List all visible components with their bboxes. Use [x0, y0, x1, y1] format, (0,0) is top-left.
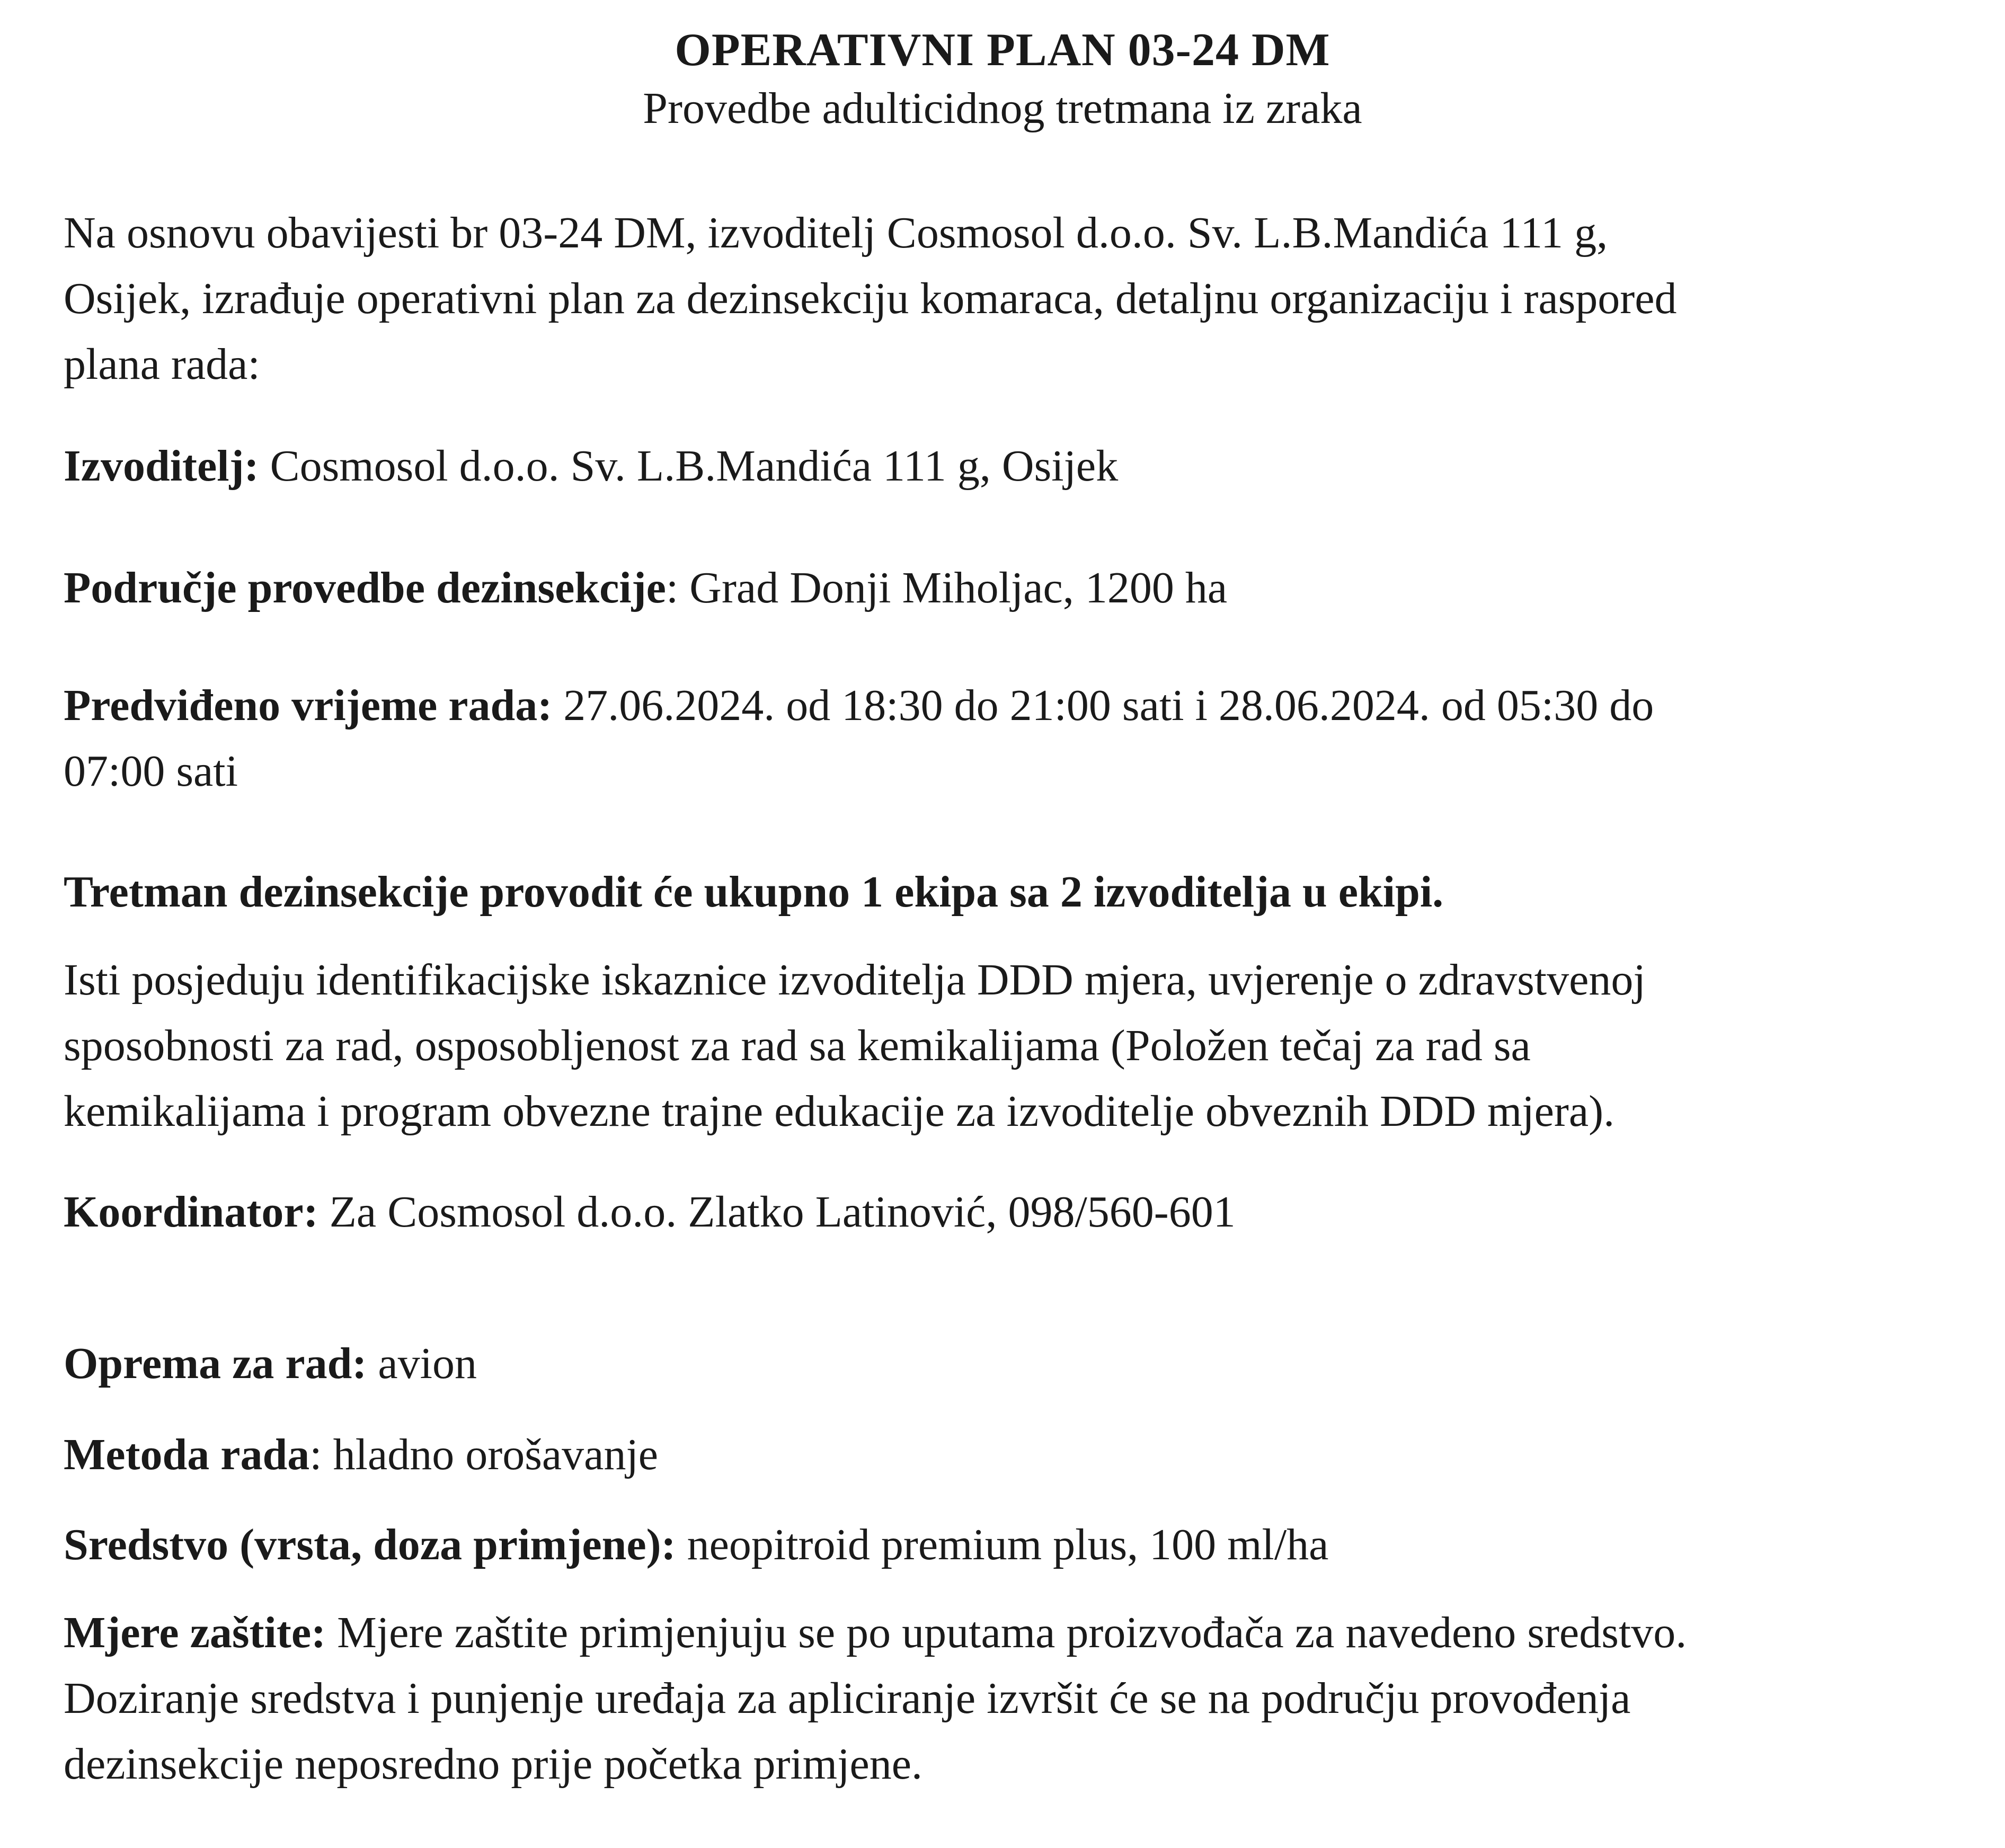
- sredstvo-value: neopitroid premium plus, 100 ml/ha: [676, 1520, 1329, 1569]
- metoda-value: : hladno orošavanje: [309, 1430, 659, 1479]
- mjere-label: Mjere zaštite:: [64, 1608, 326, 1657]
- podrucje-value: : Grad Donji Miholjac, 1200 ha: [666, 563, 1228, 612]
- tretman-paragraph: [64, 947, 1992, 1144]
- tretman-heading: Tretman dezinsekcije provodit će ukupno 1 ekipa sa 2 izvoditelja u ekipi.: [64, 867, 1444, 917]
- oprema-label: Oprema za rad:: [64, 1339, 367, 1388]
- intro-line-1: Na osnovu obavijesti br 03-24 DM, izvoditelj Cosmosol d.o.o. Sv. L.B.Mandića 111 g,: [64, 208, 1608, 257]
- sredstvo-row: [64, 1512, 1992, 1578]
- oprema-value: avion: [367, 1339, 477, 1388]
- document-title: OPERATIVNI PLAN 03-24 DM: [675, 24, 1330, 76]
- intro-paragraph: [64, 200, 1992, 397]
- document-subtitle: Provedbe adulticidnog tretmana iz zraka: [643, 84, 1362, 133]
- oprema-row: [64, 1331, 1992, 1397]
- metoda-row: [64, 1422, 1992, 1488]
- mjere-line-2: Doziranje sredstva i punjenje uređaja za apliciranje izvršit će se na području provođenja: [64, 1674, 1631, 1723]
- izvoditelj-label: Izvoditelj:: [64, 441, 259, 491]
- sredstvo-label: Sredstvo (vrsta, doza primjene):: [64, 1520, 676, 1569]
- tretman-line-2: sposobnosti za rad, osposobljenost za rad sa kemikalijama (Položen tečaj za rad sa: [64, 1021, 1531, 1070]
- vrijeme-row: [64, 673, 1992, 804]
- intro-line-3: plana rada:: [64, 340, 260, 389]
- vrijeme-label: Predviđeno vrijeme rada:: [64, 681, 553, 730]
- vrijeme-value-line-1: 27.06.2024. od 18:30 do 21:00 sati i 28.06.2024. od 05:30 do: [552, 681, 1654, 730]
- koordinator-row: [64, 1179, 1992, 1245]
- vrijeme-value-line-2: 07:00 sati: [64, 747, 238, 796]
- izvoditelj-value: Cosmosol d.o.o. Sv. L.B.Mandića 111 g, Osijek: [259, 441, 1119, 491]
- koordinator-label: Koordinator:: [64, 1187, 318, 1237]
- izvoditelj-row: [64, 433, 1992, 499]
- podrucje-label: Područje provedbe dezinsekcije: [64, 563, 666, 612]
- tretman-line-3: kemikalijama i program obvezne trajne edukacije za izvoditelje obveznih DDD mjera).: [64, 1087, 1615, 1136]
- mjere-value-line-1: Mjere zaštite primjenjuju se po uputama proizvođača za navedeno sredstvo.: [326, 1608, 1687, 1657]
- intro-line-2: Osijek, izrađuje operativni plan za dezinsekciju komaraca, detaljnu organizaciju i raspored: [64, 274, 1677, 323]
- podrucje-row: [64, 555, 1992, 621]
- tretman-line-1: Isti posjeduju identifikacijske iskaznice izvoditelja DDD mjera, uvjerenje o zdravstvenoj: [64, 955, 1646, 1005]
- mjere-line-3: dezinsekcije neposredno prije početka primjene.: [64, 1739, 923, 1789]
- koordinator-value: Za Cosmosol d.o.o. Zlatko Latinović, 098/560-601: [318, 1187, 1236, 1237]
- metoda-label: Metoda rada: [64, 1430, 310, 1479]
- mjere-row: [64, 1600, 1992, 1797]
